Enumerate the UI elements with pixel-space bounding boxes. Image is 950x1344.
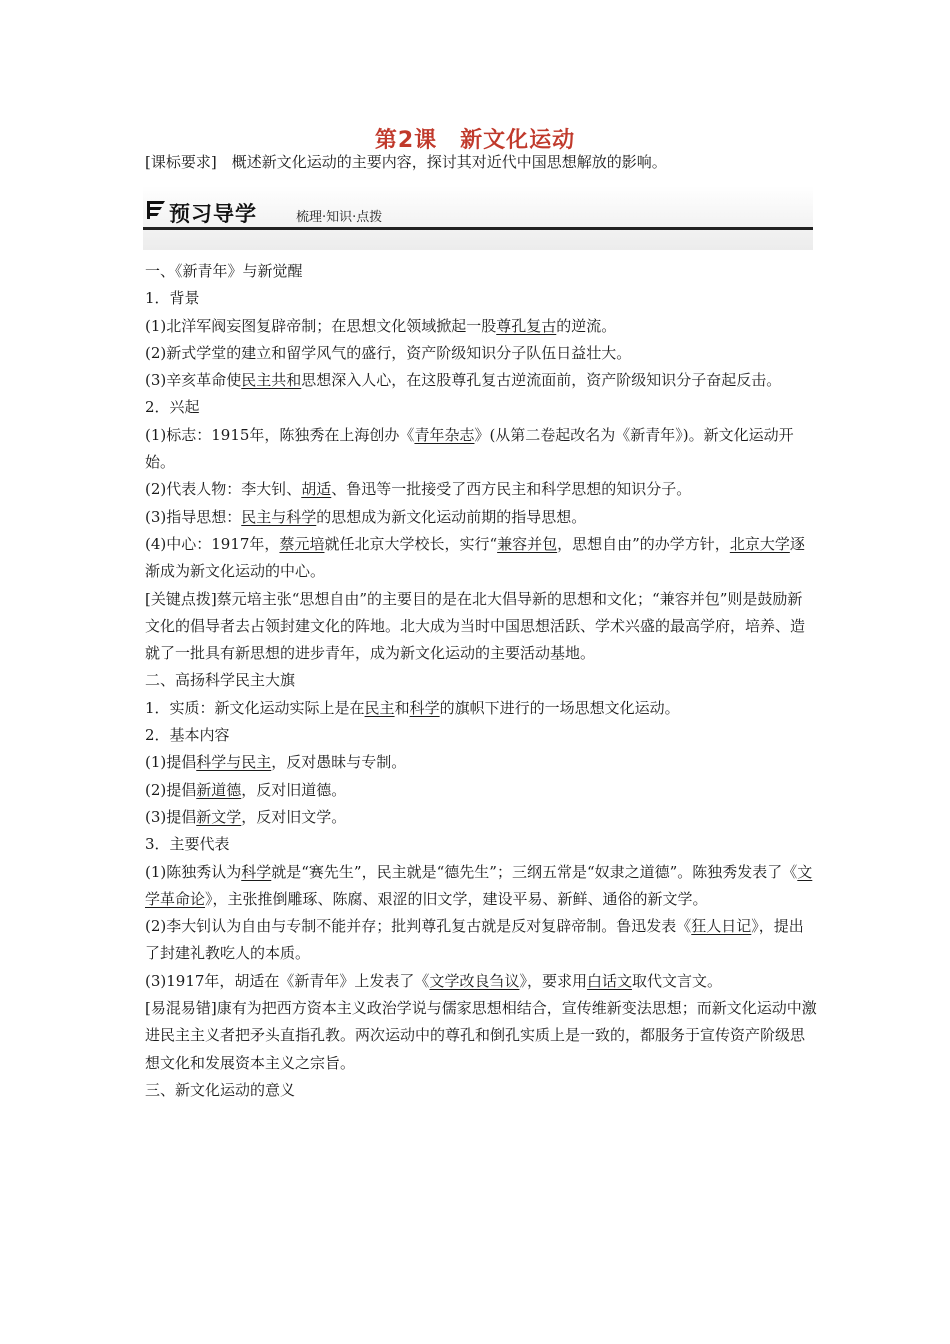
text-run: 》，要求用	[519, 971, 587, 990]
text-run: 3．主要代表	[145, 835, 230, 854]
fill-in-answer: 北京大学	[729, 534, 790, 553]
fill-in-answer: 民主	[364, 698, 395, 717]
text-run: 2．基本内容	[145, 726, 230, 745]
paragraph	[145, 995, 817, 1077]
text-run: (4)中心：1917年，	[145, 534, 280, 553]
fill-in-answer: 新道德	[196, 780, 242, 799]
text-run: ，反对旧道德。	[241, 780, 347, 799]
text-run: 就任北京大学校长，实行“	[324, 534, 498, 553]
text-run: 的思想成为新文化运动前期的指导思想。	[316, 507, 587, 526]
text-run: (3)指导思想：	[145, 507, 242, 526]
fill-in-answer: 文学改良刍议	[429, 971, 520, 990]
paragraph	[145, 285, 817, 312]
fill-in-answer: 兼容并包	[497, 534, 558, 553]
text-run: 、鲁迅等一批接受了西方民主和科学思想的知识分子。	[331, 480, 692, 499]
text-run: 》，提出了封建礼教吃人的本质。	[145, 917, 804, 963]
paragraph	[145, 476, 817, 503]
lesson-content	[145, 258, 817, 1104]
requirement-label: [课标要求]	[145, 153, 217, 171]
text-run: 就是“赛先生”，民主就是“德先生”；三纲五常是“奴隶之道德”。陈独秀发表了《	[271, 862, 798, 881]
banner-title: 预习导学	[169, 202, 257, 226]
fill-in-answer: 青年杂志	[414, 425, 475, 444]
paragraph	[145, 1077, 817, 1104]
paragraph	[145, 531, 817, 586]
paragraph	[145, 859, 817, 914]
text-run: ，思想自由”的办学方针，	[557, 534, 730, 553]
fill-in-answer: 白话文	[586, 971, 632, 990]
text-run: (1)北洋军阀妄图复辟帝制；在思想文化领域掀起一股	[145, 316, 497, 335]
text-run: 三、新文化运动的意义	[145, 1080, 296, 1099]
stripes-icon	[145, 199, 165, 221]
text-run: (3)辛亥革命使	[145, 371, 242, 390]
fill-in-answer: 民主与科学	[241, 507, 317, 526]
banner-subtitle: 梳理·知识·点拨	[296, 210, 383, 225]
fill-in-answer: 科学	[241, 862, 272, 881]
paragraph	[145, 340, 817, 367]
text-run: 的旗帜下进行的一场思想文化运动。	[439, 698, 680, 717]
paragraph	[145, 777, 817, 804]
paragraph	[145, 422, 817, 477]
text-run: 2．兴起	[145, 398, 200, 417]
paragraph	[145, 804, 817, 831]
curriculum-requirement	[145, 150, 825, 174]
text-run: (2)提倡	[145, 780, 197, 799]
paragraph	[145, 695, 817, 722]
fill-in-answer: 科学	[409, 698, 440, 717]
fill-in-answer: 新文学	[196, 807, 242, 826]
paragraph	[145, 504, 817, 531]
paragraph	[145, 749, 817, 776]
text-run: (2)代表人物：李大钊、	[145, 480, 302, 499]
lesson-title: 第2课 新文化运动	[374, 128, 576, 153]
paragraph	[145, 722, 817, 749]
text-run: 思想深入人心，在这股尊孔复古逆流面前，资产阶级知识分子奋起反击。	[301, 371, 782, 390]
paragraph	[145, 667, 817, 694]
banner-divider	[143, 227, 813, 230]
text-run: [易混易错]康有为把西方资本主义政治学说与儒家思想相结合，宣传维新变法思想；而新文化运动中激进民主主义者把矛头直指孔教。两次运动中的尊孔和倒孔实质上是一致的，都服务于宣传资产阶级思想文化和发展资本主义之宗旨。	[145, 999, 817, 1072]
fill-in-answer: 尊孔复古	[496, 316, 557, 335]
fill-in-answer: 胡适	[301, 480, 332, 499]
paragraph	[145, 313, 817, 340]
text-run: 》(从第二卷起改名为《新青年》)。新文化运动开始。	[145, 425, 794, 472]
text-run: 一、《新青年》与新觉醒	[145, 262, 303, 280]
text-run: [关键点拨]蔡元培主张“思想自由”的主要目的是在北大倡导新的思想和文化；“兼容并包”则是鼓励新文化的倡导者去占领封建文化的阵地。北大成为当时中国思想活跃、学术兴盛的最高学府，培养、造就了一批具有新思想的进步青年，成为新文化运动的主要活动基地。	[145, 589, 806, 663]
text-run: (1)标志：1915年，陈独秀在上海创办《	[145, 425, 415, 444]
fill-in-answer: 蔡元培	[279, 534, 325, 553]
paragraph	[145, 913, 817, 968]
text-run: 的逆流。	[556, 316, 617, 335]
text-run: 》，主张推倒雕琢、陈腐、艰涩的旧文学，建设平易、新鲜、通俗的新文学。	[205, 889, 708, 908]
fill-in-answer: 科学与民主	[196, 753, 272, 772]
text-run: (2)新式学堂的建立和留学风气的盛行，资产阶级知识分子队伍日益壮大。	[145, 343, 632, 362]
section-banner	[143, 186, 813, 250]
fill-in-answer: 狂人日记	[691, 917, 752, 936]
paragraph	[145, 586, 817, 668]
text-run: (1)提倡	[145, 753, 197, 772]
paragraph	[145, 831, 817, 858]
text-run: 和	[394, 698, 410, 717]
paragraph	[145, 258, 817, 285]
text-run: ，反对愚昧与专制。	[271, 753, 407, 772]
text-run: (3)提倡	[145, 807, 197, 826]
text-run: 逐渐成为新文化运动的中心。	[145, 534, 805, 581]
fill-in-answer: 文学革命论	[145, 862, 813, 908]
paragraph	[145, 367, 817, 394]
paragraph	[145, 968, 817, 995]
text-run: 1．实质：新文化运动实际上是在	[145, 698, 365, 717]
text-run: 1．背景	[145, 289, 200, 308]
paragraph	[145, 394, 817, 421]
text-run: 二、高扬科学民主大旗	[145, 671, 296, 690]
text-run: ，反对旧文学。	[241, 807, 347, 826]
text-run: (2)李大钊认为自由与专制不能并存；批判尊孔复古就是反对复辟帝制。鲁迅发表《	[145, 917, 692, 936]
text-run: 取代文言文。	[631, 971, 722, 990]
text-run: (1)陈独秀认为	[145, 862, 242, 881]
fill-in-answer: 民主共和	[241, 371, 302, 390]
requirement-text: 概述新文化运动的主要内容，探讨其对近代中国思想解放的影响。	[216, 153, 667, 171]
text-run: (3)1917年，胡适在《新青年》上发表了《	[145, 971, 430, 990]
